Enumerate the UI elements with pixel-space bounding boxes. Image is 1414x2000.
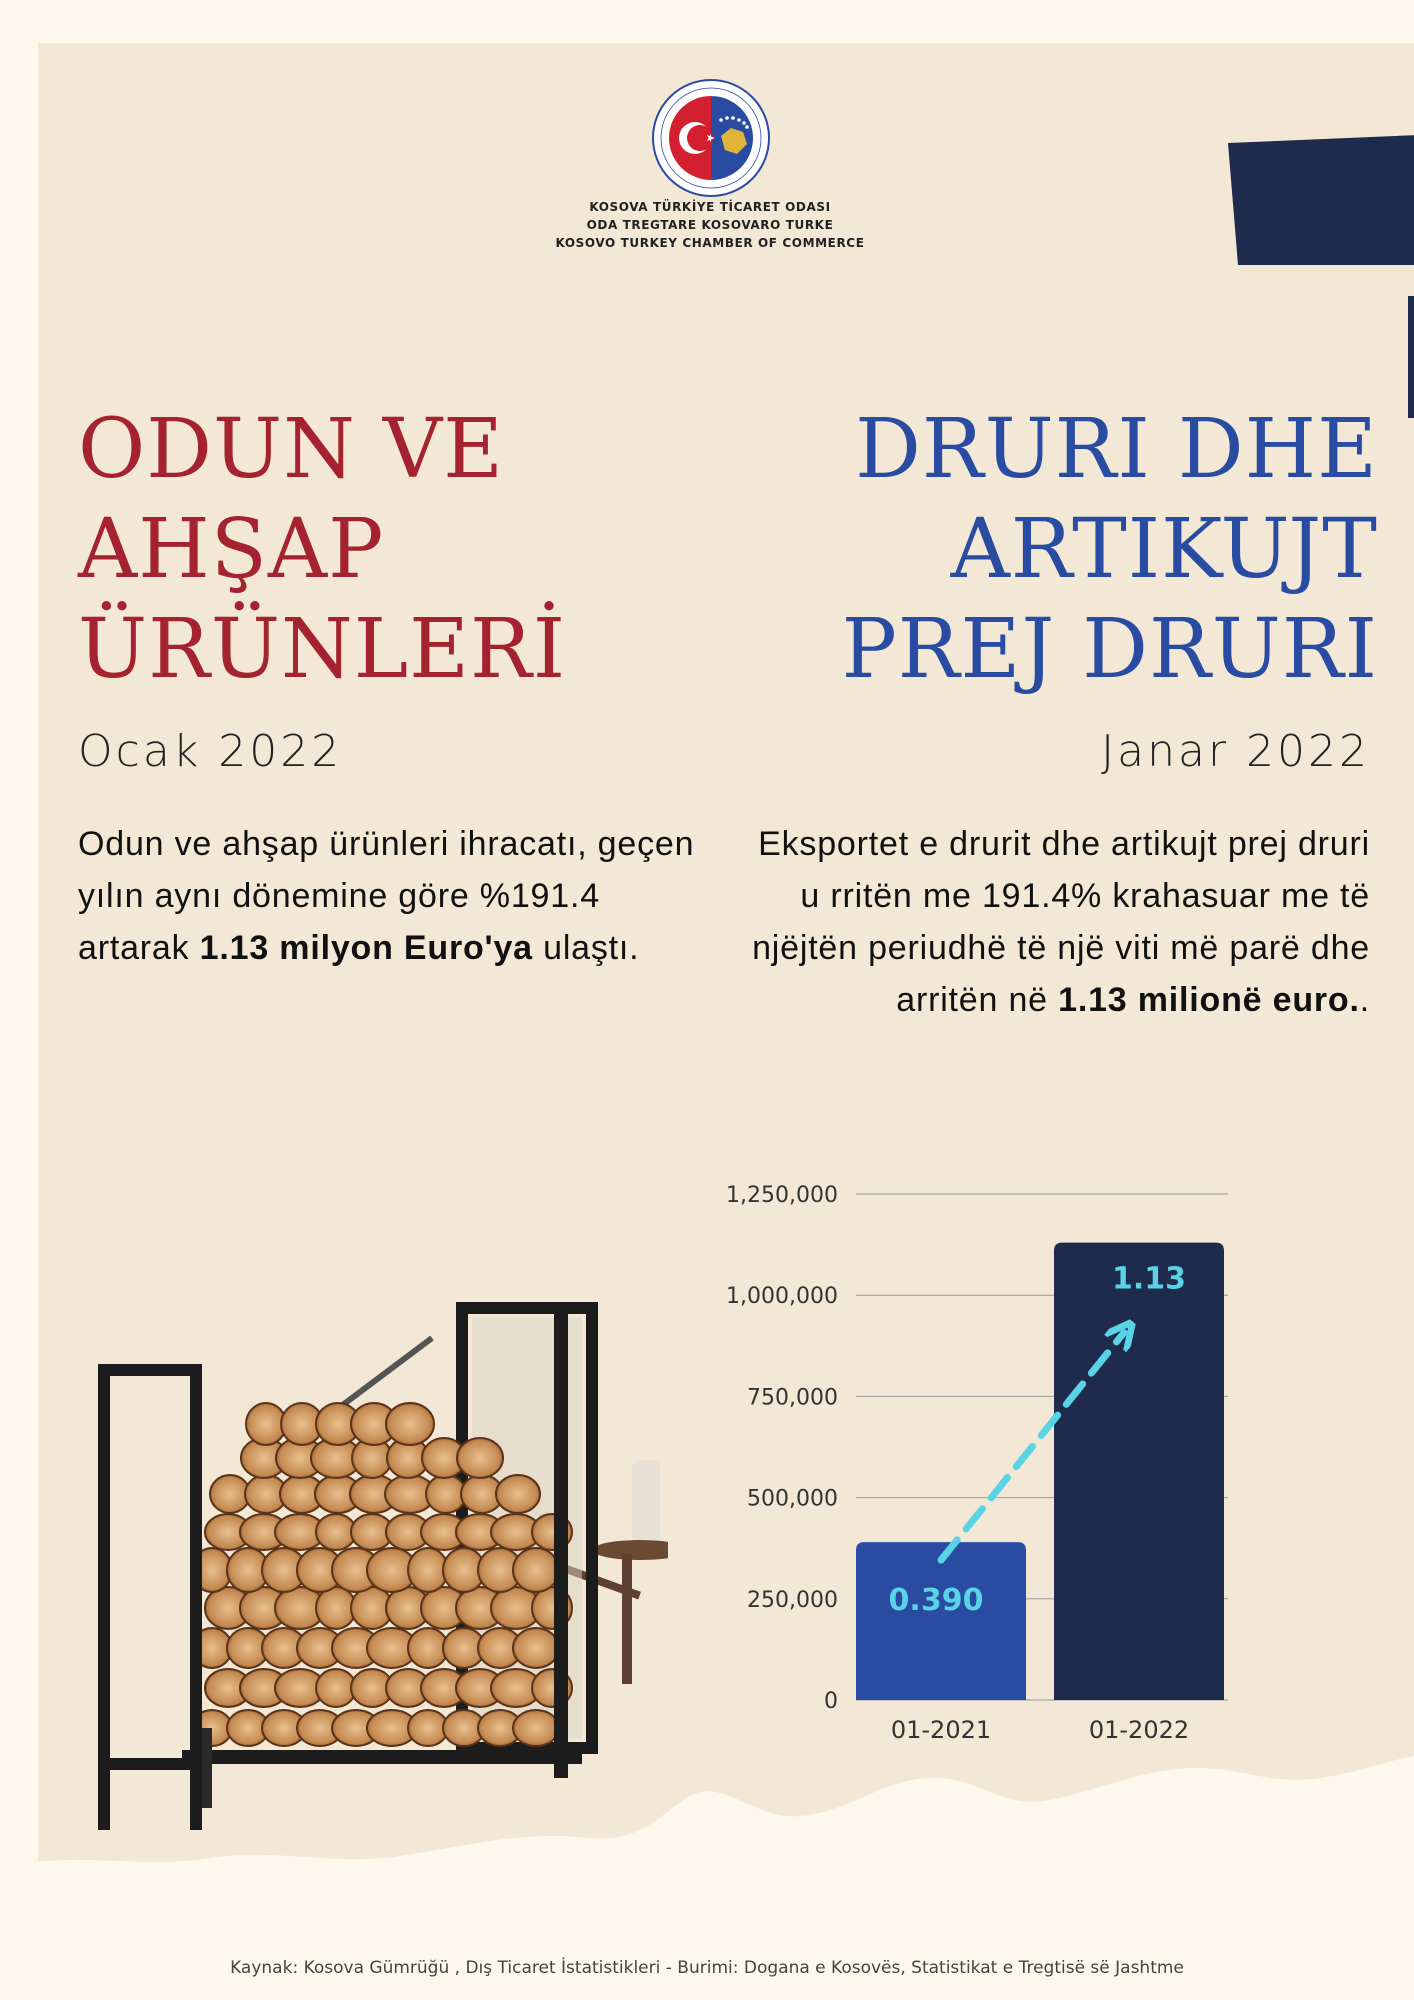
y-tick-label: 750,000 bbox=[747, 1385, 838, 1411]
log bbox=[496, 1475, 540, 1513]
y-tick-label: 1,250,000 bbox=[726, 1183, 838, 1208]
x-tick-label: 01-2021 bbox=[890, 1716, 992, 1744]
title-tr-line-1: ODUN VE bbox=[78, 402, 504, 497]
source-footer: Kaynak: Kosova Gümrüğü , Dış Ticaret İstatistikleri - Burimi: Dogana e Kosovës, Statistikat e Tregtisë së Jashtme bbox=[230, 1958, 1184, 1978]
body-text-turkish bbox=[78, 818, 698, 974]
firewood-rack-image bbox=[92, 1288, 668, 1848]
chamber-logo bbox=[651, 78, 771, 198]
title-sq-line-1: DRURI DHE bbox=[855, 402, 1378, 497]
y-tick-label: 0 bbox=[824, 1689, 838, 1714]
log bbox=[513, 1710, 559, 1746]
decorative-navy-block bbox=[1228, 135, 1414, 265]
data-label: 1.13 bbox=[1111, 1261, 1187, 1297]
bar-01-2021 bbox=[856, 1542, 1026, 1700]
org-name-english: KOSOVO TURKEY CHAMBER OF COMMERCE bbox=[555, 236, 865, 250]
bar-01-2022 bbox=[1054, 1243, 1224, 1700]
y-tick-label: 500,000 bbox=[747, 1486, 838, 1512]
body-tr-part2: ulaştı. bbox=[532, 929, 640, 967]
data-label: 0.390 bbox=[888, 1583, 984, 1618]
body-sq-part2: . bbox=[1359, 981, 1370, 1019]
x-tick-label: 01-2022 bbox=[1088, 1716, 1190, 1744]
body-text-albanian bbox=[750, 818, 1370, 1026]
log bbox=[457, 1438, 503, 1478]
y-tick-label: 1,000,000 bbox=[726, 1284, 838, 1310]
title-sq-line-2: ARTIKUJT bbox=[950, 502, 1378, 597]
y-tick-label: 250,000 bbox=[747, 1587, 838, 1613]
body-sq-bold: 1.13 milionë euro. bbox=[1058, 981, 1360, 1019]
title-tr-line-3: ÜRÜNLERİ bbox=[78, 602, 567, 697]
title-turkish bbox=[78, 400, 566, 700]
title-tr-line-2: AHŞAP bbox=[78, 502, 385, 597]
date-albanian: Janar 2022 bbox=[1101, 726, 1370, 777]
title-sq-line-3: PREJ DRURI bbox=[841, 602, 1378, 697]
title-albanian bbox=[842, 400, 1378, 700]
log bbox=[513, 1548, 559, 1592]
log bbox=[386, 1403, 434, 1445]
body-tr-bold: 1.13 milyon Euro'ya bbox=[199, 929, 533, 967]
date-turkish: Ocak 2022 bbox=[78, 726, 343, 777]
org-name-turkish: KOSOVA TÜRKİYE TİCARET ODASI bbox=[589, 200, 831, 214]
org-name-albanian: ODA TREGTARE KOSOVARO TURKE bbox=[586, 218, 834, 232]
body-sq-part1: Eksportet e drurit dhe artikujt prej druri u rritën me 191.4% krahasuar me të njëjtën periudhë të një viti më parë dhe arritën në bbox=[752, 825, 1370, 1019]
log bbox=[513, 1628, 559, 1668]
decorative-edge-bar bbox=[1408, 296, 1414, 418]
export-bar-chart bbox=[700, 1160, 1260, 1760]
body-tr-part1: Odun ve ahşap ürünleri ihracatı, geçen yılın aynı dönemine göre %191.4 artarak bbox=[78, 825, 695, 967]
